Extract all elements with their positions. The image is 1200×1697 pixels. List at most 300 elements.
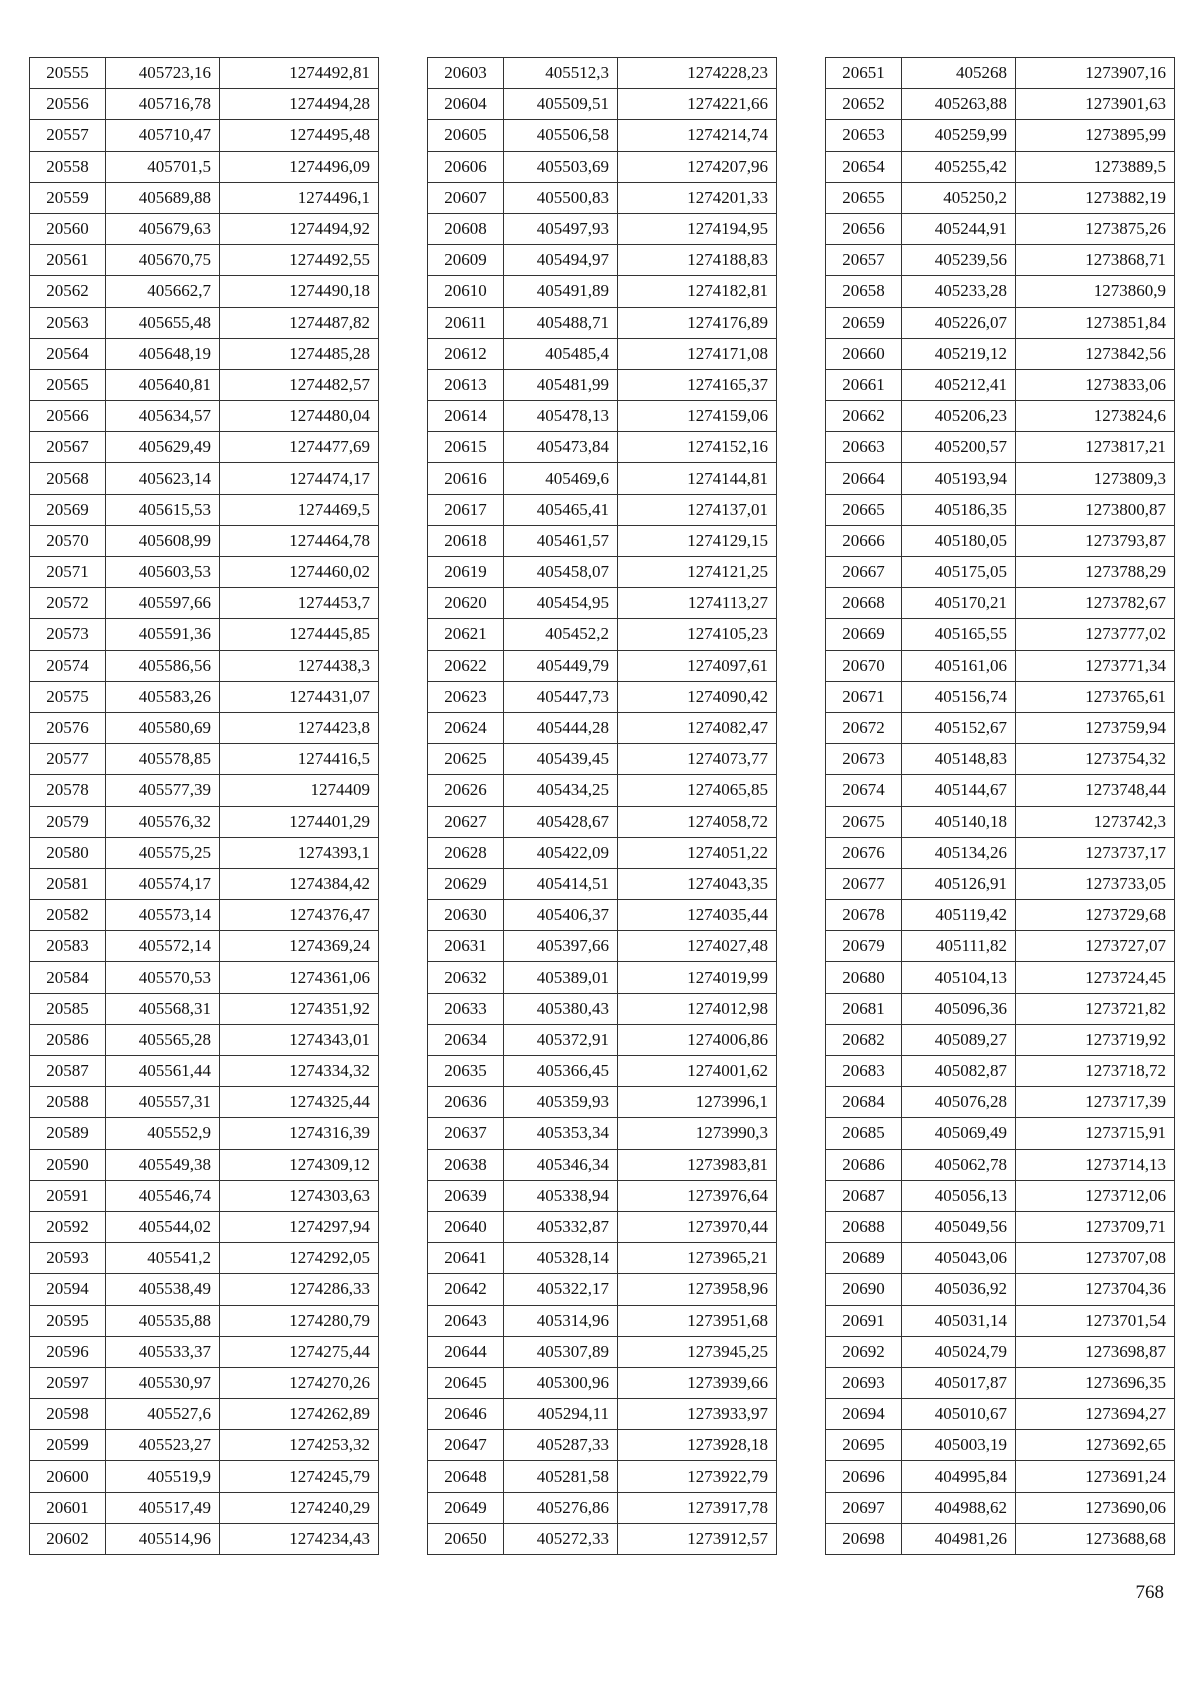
table-row xyxy=(826,1523,1175,1554)
table-row xyxy=(30,650,379,681)
point-number: 20659 xyxy=(826,307,902,338)
coordinate-y: 1274460,02 xyxy=(220,557,379,588)
point-number: 20618 xyxy=(428,525,504,556)
coordinate-x: 405152,67 xyxy=(902,712,1016,743)
coordinate-y: 1274361,06 xyxy=(220,962,379,993)
coordinate-x: 405165,55 xyxy=(902,619,1016,650)
coordinate-y: 1274240,29 xyxy=(220,1492,379,1523)
point-number: 20581 xyxy=(30,868,106,899)
table-row xyxy=(428,744,777,775)
table-row xyxy=(826,557,1175,588)
coordinate-x: 405148,83 xyxy=(902,744,1016,775)
point-number: 20677 xyxy=(826,868,902,899)
coordinate-x: 405076,28 xyxy=(902,1087,1016,1118)
coordinate-x: 405206,23 xyxy=(902,401,1016,432)
coordinate-y: 1274234,43 xyxy=(220,1523,379,1554)
coordinate-y: 1274253,32 xyxy=(220,1430,379,1461)
table-row xyxy=(30,58,379,89)
coordinate-x: 405481,99 xyxy=(504,369,618,400)
coordinate-y: 1274090,42 xyxy=(618,681,777,712)
table-row xyxy=(826,1056,1175,1087)
point-number: 20630 xyxy=(428,900,504,931)
point-number: 20636 xyxy=(428,1087,504,1118)
table-row xyxy=(30,962,379,993)
coordinate-y: 1273788,29 xyxy=(1016,557,1175,588)
point-number: 20606 xyxy=(428,151,504,182)
coordinate-x: 405043,06 xyxy=(902,1243,1016,1274)
coordinate-y: 1273771,34 xyxy=(1016,650,1175,681)
coordinate-y: 1273777,02 xyxy=(1016,619,1175,650)
coordinate-y: 1273704,36 xyxy=(1016,1274,1175,1305)
table-row xyxy=(428,1149,777,1180)
table-row xyxy=(826,650,1175,681)
coordinate-x: 405597,66 xyxy=(106,588,220,619)
point-number: 20599 xyxy=(30,1430,106,1461)
point-number: 20564 xyxy=(30,338,106,369)
table-row xyxy=(428,58,777,89)
coordinate-y: 1274001,62 xyxy=(618,1056,777,1087)
table-row xyxy=(428,432,777,463)
table-row xyxy=(826,1087,1175,1118)
point-number: 20582 xyxy=(30,900,106,931)
point-number: 20622 xyxy=(428,650,504,681)
coordinate-y: 1274280,79 xyxy=(220,1305,379,1336)
coordinate-y: 1273951,68 xyxy=(618,1305,777,1336)
coordinate-y: 1274401,29 xyxy=(220,806,379,837)
coordinate-x: 405366,45 xyxy=(504,1056,618,1087)
coordinate-x: 405017,87 xyxy=(902,1367,1016,1398)
table-row xyxy=(428,931,777,962)
coordinate-x: 405623,14 xyxy=(106,463,220,494)
coordinate-y: 1274351,92 xyxy=(220,993,379,1024)
point-number: 20675 xyxy=(826,806,902,837)
coordinate-y: 1273933,97 xyxy=(618,1399,777,1430)
coordinate-y: 1274495,48 xyxy=(220,120,379,151)
coordinate-x: 405578,85 xyxy=(106,744,220,775)
coordinate-x: 405186,35 xyxy=(902,494,1016,525)
table-row xyxy=(826,401,1175,432)
coordinate-y: 1273707,08 xyxy=(1016,1243,1175,1274)
point-number: 20565 xyxy=(30,369,106,400)
coordinate-y: 1273698,87 xyxy=(1016,1336,1175,1367)
point-number: 20621 xyxy=(428,619,504,650)
coordinate-y: 1273800,87 xyxy=(1016,494,1175,525)
point-number: 20596 xyxy=(30,1336,106,1367)
point-number: 20692 xyxy=(826,1336,902,1367)
coordinate-x: 405570,53 xyxy=(106,962,220,993)
coordinate-y: 1274431,07 xyxy=(220,681,379,712)
coordinate-y: 1274113,27 xyxy=(618,588,777,619)
coordinate-x: 405049,56 xyxy=(902,1211,1016,1242)
point-number: 20689 xyxy=(826,1243,902,1274)
coordinate-y: 1273996,1 xyxy=(618,1087,777,1118)
table-row xyxy=(428,650,777,681)
coordinate-y: 1273719,92 xyxy=(1016,1024,1175,1055)
table-row xyxy=(30,837,379,868)
coordinate-y: 1273692,65 xyxy=(1016,1430,1175,1461)
coordinate-y: 1273721,82 xyxy=(1016,993,1175,1024)
coordinate-y: 1273976,64 xyxy=(618,1180,777,1211)
coordinate-y: 1274487,82 xyxy=(220,307,379,338)
point-number: 20665 xyxy=(826,494,902,525)
coordinate-x: 405544,02 xyxy=(106,1211,220,1242)
coordinate-x: 405082,87 xyxy=(902,1056,1016,1087)
coordinate-y: 1274316,39 xyxy=(220,1118,379,1149)
coordinate-x: 405193,94 xyxy=(902,463,1016,494)
point-number: 20682 xyxy=(826,1024,902,1055)
table-row xyxy=(30,182,379,213)
point-number: 20563 xyxy=(30,307,106,338)
table-row xyxy=(826,245,1175,276)
point-number: 20557 xyxy=(30,120,106,151)
page-number: 768 xyxy=(1135,1582,1164,1603)
coordinate-x: 405161,06 xyxy=(902,650,1016,681)
table-row xyxy=(30,681,379,712)
coordinate-y: 1273907,16 xyxy=(1016,58,1175,89)
point-number: 20605 xyxy=(428,120,504,151)
point-number: 20569 xyxy=(30,494,106,525)
table-row xyxy=(826,1305,1175,1336)
coordinate-x: 405322,17 xyxy=(504,1274,618,1305)
coordinate-y: 1274262,89 xyxy=(220,1399,379,1430)
point-number: 20608 xyxy=(428,213,504,244)
coordinate-x: 405281,58 xyxy=(504,1461,618,1492)
coordinate-x: 405372,91 xyxy=(504,1024,618,1055)
coordinate-y: 1273701,54 xyxy=(1016,1305,1175,1336)
coordinate-y: 1273889,5 xyxy=(1016,151,1175,182)
coordinate-x: 405629,49 xyxy=(106,432,220,463)
coordinate-y: 1274188,83 xyxy=(618,245,777,276)
table-row xyxy=(30,432,379,463)
coordinate-x: 405434,25 xyxy=(504,775,618,806)
coordinate-x: 405397,66 xyxy=(504,931,618,962)
point-number: 20674 xyxy=(826,775,902,806)
coordinate-y: 1274325,44 xyxy=(220,1087,379,1118)
coordinate-x: 405497,93 xyxy=(504,213,618,244)
coordinate-x: 405268 xyxy=(902,58,1016,89)
point-number: 20676 xyxy=(826,837,902,868)
coordinate-x: 405473,84 xyxy=(504,432,618,463)
coordinate-x: 405580,69 xyxy=(106,712,220,743)
point-number: 20612 xyxy=(428,338,504,369)
point-number: 20584 xyxy=(30,962,106,993)
coordinate-y: 1273733,05 xyxy=(1016,868,1175,899)
coordinate-y: 1273727,07 xyxy=(1016,931,1175,962)
table-row xyxy=(30,369,379,400)
coordinate-x: 405655,48 xyxy=(106,307,220,338)
coordinate-y: 1274214,74 xyxy=(618,120,777,151)
point-number: 20590 xyxy=(30,1149,106,1180)
table-row xyxy=(30,401,379,432)
coordinate-y: 1274492,81 xyxy=(220,58,379,89)
coordinate-x: 405024,79 xyxy=(902,1336,1016,1367)
coordinate-y: 1274006,86 xyxy=(618,1024,777,1055)
point-number: 20570 xyxy=(30,525,106,556)
coordinate-x: 405469,6 xyxy=(504,463,618,494)
coordinate-y: 1274165,37 xyxy=(618,369,777,400)
coordinate-x: 405546,74 xyxy=(106,1180,220,1211)
point-number: 20562 xyxy=(30,276,106,307)
table-row xyxy=(826,1149,1175,1180)
table-row xyxy=(30,1399,379,1430)
coordinate-x: 405062,78 xyxy=(902,1149,1016,1180)
table-row xyxy=(428,1118,777,1149)
table-row xyxy=(826,213,1175,244)
coordinate-x: 405568,31 xyxy=(106,993,220,1024)
table-row xyxy=(428,775,777,806)
coordinate-x: 405603,53 xyxy=(106,557,220,588)
coordinate-y: 1274303,63 xyxy=(220,1180,379,1211)
table-row xyxy=(428,1056,777,1087)
coordinate-y: 1274027,48 xyxy=(618,931,777,962)
coordinate-x: 405503,69 xyxy=(504,151,618,182)
coordinate-x: 405533,37 xyxy=(106,1336,220,1367)
table-row xyxy=(428,962,777,993)
table-row xyxy=(826,1243,1175,1274)
coordinate-y: 1273851,84 xyxy=(1016,307,1175,338)
table-row xyxy=(30,89,379,120)
point-number: 20631 xyxy=(428,931,504,962)
coordinate-y: 1273729,68 xyxy=(1016,900,1175,931)
coordinate-y: 1273694,27 xyxy=(1016,1399,1175,1430)
point-number: 20629 xyxy=(428,868,504,899)
coordinate-y: 1273875,26 xyxy=(1016,213,1175,244)
coordinates-table-body xyxy=(428,58,777,1555)
table-row xyxy=(428,1430,777,1461)
point-number: 20635 xyxy=(428,1056,504,1087)
point-number: 20667 xyxy=(826,557,902,588)
table-row xyxy=(826,1430,1175,1461)
table-row xyxy=(826,338,1175,369)
coordinate-x: 405557,31 xyxy=(106,1087,220,1118)
point-number: 20572 xyxy=(30,588,106,619)
coordinate-y: 1273939,66 xyxy=(618,1367,777,1398)
point-number: 20585 xyxy=(30,993,106,1024)
coordinate-x: 405263,88 xyxy=(902,89,1016,120)
table-row xyxy=(30,806,379,837)
coordinate-x: 405126,91 xyxy=(902,868,1016,899)
coordinate-x: 405255,42 xyxy=(902,151,1016,182)
coordinate-x: 405512,3 xyxy=(504,58,618,89)
table-row xyxy=(30,213,379,244)
table-row xyxy=(30,1336,379,1367)
table-row xyxy=(30,1461,379,1492)
point-number: 20666 xyxy=(826,525,902,556)
coordinate-x: 405069,49 xyxy=(902,1118,1016,1149)
coordinate-x: 405458,07 xyxy=(504,557,618,588)
table-row xyxy=(428,712,777,743)
point-number: 20695 xyxy=(826,1430,902,1461)
table-row xyxy=(826,494,1175,525)
coordinate-x: 405219,12 xyxy=(902,338,1016,369)
coordinate-y: 1273765,61 xyxy=(1016,681,1175,712)
table-row xyxy=(30,712,379,743)
coordinate-x: 405452,2 xyxy=(504,619,618,650)
table-row xyxy=(30,900,379,931)
point-number: 20634 xyxy=(428,1024,504,1055)
table-row xyxy=(30,1211,379,1242)
table-row xyxy=(826,525,1175,556)
point-number: 20558 xyxy=(30,151,106,182)
point-number: 20619 xyxy=(428,557,504,588)
coordinate-y: 1273709,71 xyxy=(1016,1211,1175,1242)
coordinate-x: 405422,09 xyxy=(504,837,618,868)
coordinate-x: 405506,58 xyxy=(504,120,618,151)
table-row xyxy=(30,338,379,369)
coordinate-x: 405586,56 xyxy=(106,650,220,681)
coordinate-x: 405359,93 xyxy=(504,1087,618,1118)
coordinate-y: 1273922,79 xyxy=(618,1461,777,1492)
point-number: 20673 xyxy=(826,744,902,775)
coordinate-x: 405294,11 xyxy=(504,1399,618,1430)
table-row xyxy=(428,307,777,338)
coordinate-y: 1274334,32 xyxy=(220,1056,379,1087)
coordinate-x: 405615,53 xyxy=(106,494,220,525)
point-number: 20646 xyxy=(428,1399,504,1430)
coordinate-y: 1274292,05 xyxy=(220,1243,379,1274)
coordinate-y: 1273817,21 xyxy=(1016,432,1175,463)
coordinate-y: 1273868,71 xyxy=(1016,245,1175,276)
table-row xyxy=(428,89,777,120)
coordinate-y: 1273754,32 xyxy=(1016,744,1175,775)
point-number: 20625 xyxy=(428,744,504,775)
table-row xyxy=(428,494,777,525)
table-row xyxy=(826,588,1175,619)
table-row xyxy=(428,1367,777,1398)
point-number: 20693 xyxy=(826,1367,902,1398)
coordinate-y: 1274019,99 xyxy=(618,962,777,993)
point-number: 20641 xyxy=(428,1243,504,1274)
point-number: 20644 xyxy=(428,1336,504,1367)
table-row xyxy=(30,1024,379,1055)
coordinate-x: 405517,49 xyxy=(106,1492,220,1523)
coordinate-x: 405500,83 xyxy=(504,182,618,213)
coordinate-x: 405406,37 xyxy=(504,900,618,931)
table-row xyxy=(428,1336,777,1367)
point-number: 20627 xyxy=(428,806,504,837)
coordinate-x: 405380,43 xyxy=(504,993,618,1024)
coordinate-x: 405338,94 xyxy=(504,1180,618,1211)
coordinate-y: 1274496,1 xyxy=(220,182,379,213)
coordinate-y: 1274480,04 xyxy=(220,401,379,432)
table-row xyxy=(826,1399,1175,1430)
point-number: 20685 xyxy=(826,1118,902,1149)
point-number: 20604 xyxy=(428,89,504,120)
point-number: 20632 xyxy=(428,962,504,993)
coordinate-y: 1274221,66 xyxy=(618,89,777,120)
coordinate-x: 405670,75 xyxy=(106,245,220,276)
point-number: 20623 xyxy=(428,681,504,712)
coordinate-y: 1274275,44 xyxy=(220,1336,379,1367)
coordinate-x: 405144,67 xyxy=(902,775,1016,806)
table-row xyxy=(428,900,777,931)
coordinate-x: 405200,57 xyxy=(902,432,1016,463)
table-row xyxy=(428,182,777,213)
table-row xyxy=(30,744,379,775)
coordinate-x: 405096,36 xyxy=(902,993,1016,1024)
coordinate-x: 405244,91 xyxy=(902,213,1016,244)
table-row xyxy=(30,1367,379,1398)
table-row xyxy=(30,1056,379,1087)
point-number: 20645 xyxy=(428,1367,504,1398)
point-number: 20640 xyxy=(428,1211,504,1242)
point-number: 20591 xyxy=(30,1180,106,1211)
coordinate-x: 405353,34 xyxy=(504,1118,618,1149)
point-number: 20607 xyxy=(428,182,504,213)
table-row xyxy=(30,1492,379,1523)
coordinate-x: 405170,21 xyxy=(902,588,1016,619)
point-number: 20691 xyxy=(826,1305,902,1336)
coordinate-y: 1273860,9 xyxy=(1016,276,1175,307)
coordinate-x: 405574,17 xyxy=(106,868,220,899)
coordinate-y: 1274121,25 xyxy=(618,557,777,588)
coordinate-x: 405328,14 xyxy=(504,1243,618,1274)
point-number: 20595 xyxy=(30,1305,106,1336)
coordinate-x: 405591,36 xyxy=(106,619,220,650)
table-row xyxy=(428,120,777,151)
point-number: 20678 xyxy=(826,900,902,931)
coordinate-y: 1273715,91 xyxy=(1016,1118,1175,1149)
coordinate-x: 405449,79 xyxy=(504,650,618,681)
coordinate-x: 405538,49 xyxy=(106,1274,220,1305)
table-row xyxy=(826,369,1175,400)
table-row xyxy=(428,1523,777,1554)
point-number: 20653 xyxy=(826,120,902,151)
table-row xyxy=(826,993,1175,1024)
point-number: 20657 xyxy=(826,245,902,276)
coordinate-y: 1273782,67 xyxy=(1016,588,1175,619)
point-number: 20656 xyxy=(826,213,902,244)
point-number: 20561 xyxy=(30,245,106,276)
table-row xyxy=(826,1024,1175,1055)
coordinate-x: 405608,99 xyxy=(106,525,220,556)
table-row xyxy=(30,1305,379,1336)
coordinate-y: 1274482,57 xyxy=(220,369,379,400)
coordinate-x: 405346,34 xyxy=(504,1149,618,1180)
coordinate-y: 1274490,18 xyxy=(220,276,379,307)
point-number: 20652 xyxy=(826,89,902,120)
coordinate-x: 405119,42 xyxy=(902,900,1016,931)
table-row xyxy=(30,151,379,182)
coordinate-x: 405478,13 xyxy=(504,401,618,432)
coordinate-x: 405530,97 xyxy=(106,1367,220,1398)
table-row xyxy=(826,775,1175,806)
table-row xyxy=(30,1523,379,1554)
table-row xyxy=(428,868,777,899)
coordinate-x: 405140,18 xyxy=(902,806,1016,837)
table-row xyxy=(30,1087,379,1118)
point-number: 20587 xyxy=(30,1056,106,1087)
point-number: 20593 xyxy=(30,1243,106,1274)
coordinate-x: 405031,14 xyxy=(902,1305,1016,1336)
coordinate-x: 405716,78 xyxy=(106,89,220,120)
coordinate-y: 1273748,44 xyxy=(1016,775,1175,806)
coordinate-x: 405662,7 xyxy=(106,276,220,307)
table-row xyxy=(30,931,379,962)
coordinate-y: 1274058,72 xyxy=(618,806,777,837)
point-number: 20615 xyxy=(428,432,504,463)
point-number: 20664 xyxy=(826,463,902,494)
table-row xyxy=(428,557,777,588)
coordinate-x: 405573,14 xyxy=(106,900,220,931)
point-number: 20594 xyxy=(30,1274,106,1305)
coordinate-x: 405414,51 xyxy=(504,868,618,899)
coordinate-x: 405089,27 xyxy=(902,1024,1016,1055)
coordinate-y: 1274453,7 xyxy=(220,588,379,619)
coordinate-y: 1274105,23 xyxy=(618,619,777,650)
point-number: 20573 xyxy=(30,619,106,650)
coordinate-x: 405212,41 xyxy=(902,369,1016,400)
